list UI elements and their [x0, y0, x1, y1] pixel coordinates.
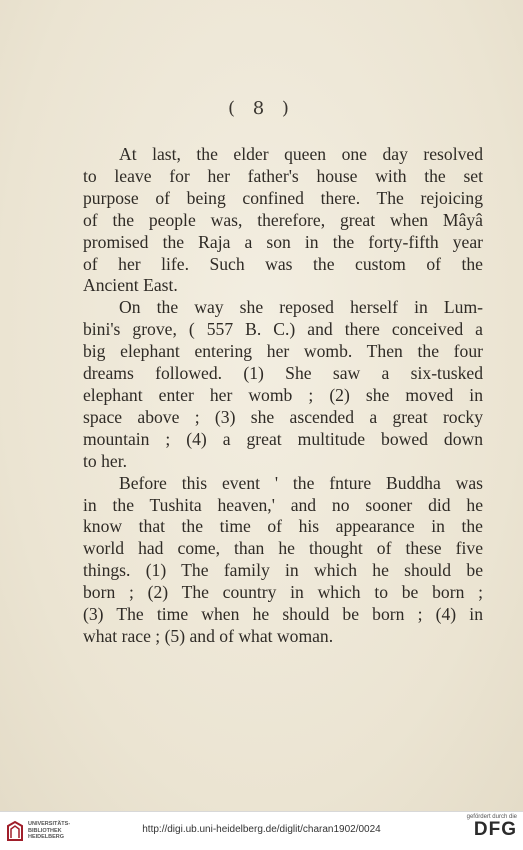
- permalink-url[interactable]: http://digi.ub.uni-heidelberg.de/diglit/charan1902/0024: [142, 824, 381, 835]
- text-line: to leave for her father's house with the set: [83, 165, 483, 186]
- text-line: born ; (2) The country in which to be born ;: [83, 582, 483, 603]
- text-line: Ancient East.: [83, 275, 178, 296]
- text-line: of the people was, therefore, great when Mâyâ: [83, 209, 483, 230]
- text-line: elephant enter her womb ; (2) she moved in: [83, 384, 483, 405]
- text-line: space above ; (3) she ascended a great rocky: [83, 406, 483, 427]
- page-number: ( 8 ): [228, 98, 295, 119]
- text-line: things. (1) The family in which he should be: [83, 560, 483, 581]
- text-line: big elephant entering her womb. Then the four: [83, 341, 483, 362]
- text-line: dreams followed. (1) She saw a six-tusked: [83, 363, 483, 384]
- text-line: mountain ; (4) a great multitude bowed down: [83, 428, 483, 449]
- text-line: purpose of being confined there. The rejoicing: [83, 187, 483, 208]
- text-line: promised the Raja a son in the forty-fifth year: [83, 231, 483, 252]
- paragraph: [83, 144, 483, 297]
- viewer-footer: [0, 811, 523, 850]
- dfg-funder-logo[interactable]: [457, 814, 517, 840]
- text-line: On the way she reposed herself in Lum-: [119, 297, 483, 318]
- text-line: in the Tushita heaven,' and no sooner did he: [83, 494, 483, 515]
- text-line: know that the time of his appearance in the: [83, 516, 483, 537]
- text-line: of her life. Such was the custom of the: [83, 253, 483, 274]
- text-line: At last, the elder queen one day resolved: [119, 144, 483, 164]
- text-line: bini's grove, ( 557 B. C.) and there conceived a: [83, 319, 483, 340]
- text-line: (3) The time when he should be born ; (4) in: [83, 604, 483, 625]
- text-line: world had come, than he thought of these five: [83, 538, 483, 559]
- paragraph: [83, 297, 483, 472]
- paragraph: [83, 473, 483, 648]
- text-line: Before this event ' the fnture Buddha was: [119, 472, 483, 493]
- page-body-text: [83, 144, 483, 648]
- funder-caption: gefördert durch die: [466, 814, 517, 820]
- text-line: what race ; (5) and of what woman.: [83, 625, 334, 646]
- dfg-mark: DFG: [473, 819, 517, 840]
- university-library-name: UNIVERSITÄTS- BIBLIOTHEK HEIDELBERG: [28, 821, 71, 840]
- text-line: to her.: [83, 450, 127, 471]
